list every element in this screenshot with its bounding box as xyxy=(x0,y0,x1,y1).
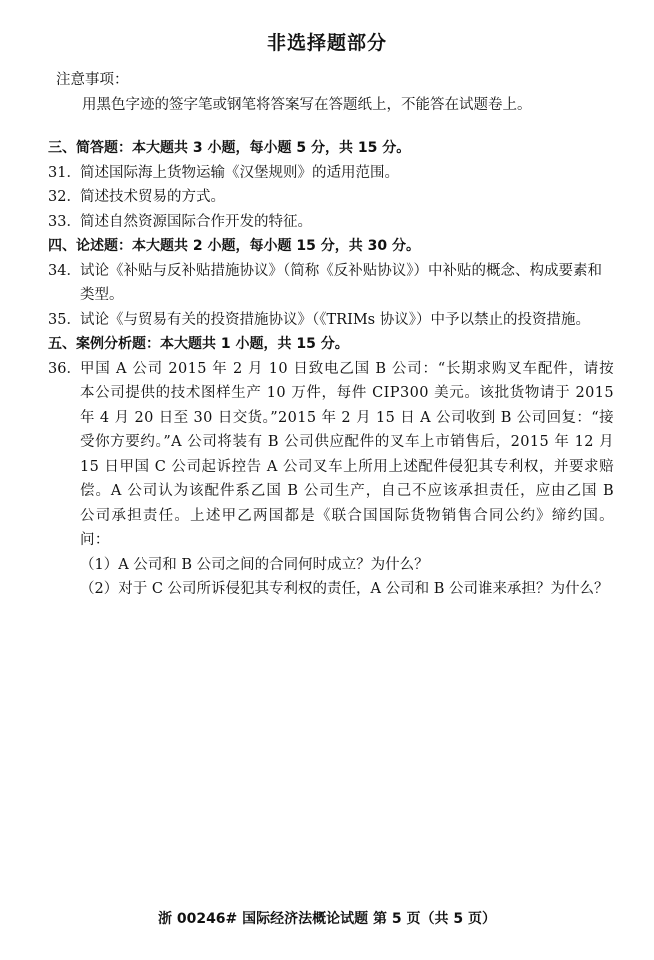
section-heading-case-analysis: 五、案例分析题：本大题共 1 小题，共 15 分。 xyxy=(48,336,349,352)
question-number: 34． xyxy=(48,262,81,279)
question-33 xyxy=(48,210,614,235)
notice-heading: 注意事项： xyxy=(56,72,129,88)
question-text: 简述国际海上货物运输《汉堡规则》的适用范围。 xyxy=(80,164,399,181)
page-footer: 浙 00246# 国际经济法概论试题 第 5 页（共 5 页） xyxy=(157,911,497,927)
question-35 xyxy=(48,308,614,333)
section-heading-essay: 四、论述题：本大题共 2 小题，每小题 15 分，共 30 分。 xyxy=(48,238,420,254)
question-36 xyxy=(48,357,614,553)
question-text: 试论《补贴与反补贴措施协议》（简称《反补贴协议》）中补贴的概念、构成要素和类型。 xyxy=(80,262,602,303)
question-text: 简述技术贸易的方式。 xyxy=(80,189,225,205)
section-heading-short-answer: 三、简答题：本大题共 3 小题，每小题 5 分，共 15 分。 xyxy=(48,140,411,156)
question-32 xyxy=(48,185,614,210)
question-text: 试论《与贸易有关的投资措施协议》（《TRIMs 协议》）中予以禁止的投资措施。 xyxy=(80,311,590,328)
sub-question-2: （2）对于 C 公司所诉侵犯其专利权的责任，A 公司和 B 公司谁来承担？为什么？ xyxy=(80,581,609,597)
page-title: 非选择题部分 xyxy=(266,32,387,54)
question-31 xyxy=(48,161,614,186)
notice-text: 用黑色字迹的签字笔或钢笔将答案写在答题纸上，不能答在试题卷上。 xyxy=(82,97,532,113)
question-content xyxy=(48,136,614,602)
question-number: 31． xyxy=(48,164,81,181)
question-number: 33． xyxy=(48,213,81,230)
question-34 xyxy=(48,259,614,308)
question-text: 简述自然资源国际合作开发的特征。 xyxy=(80,213,312,230)
question-number: 36． xyxy=(48,360,81,377)
question-number: 35． xyxy=(48,311,81,328)
question-text: 甲国 A 公司 2015 年 2 月 10 日致电乙国 B 公司：“长期求购叉车配件，请按本公司提供的技术图样生产 10 万件，每件 CIP300 美元。该批货物请于 2015 年 4 月 20 日至 30 日交货。”2015 年 2 月 15 日 A 公司收到 B 公司回复：“接受你方要约。”A 公司将装有 B 公司供应配件的叉车上市销售后，2015 年 12 月 15 日甲国 C 公司起诉控告 A 公司叉车上所用上述配件侵犯其专利权，并要求赔偿。A 公司认为该配件系乙国 B 公司生产，自己不应该承担责任，应由乙国 B 公司承担责任。上述甲乙两国都是《联合国国际货物销售合同公约》缔约国。问： xyxy=(80,360,614,548)
question-number: 32． xyxy=(48,189,81,205)
sub-question-1: （1）A 公司和 B 公司之间的合同何时成立？为什么？ xyxy=(80,556,429,573)
